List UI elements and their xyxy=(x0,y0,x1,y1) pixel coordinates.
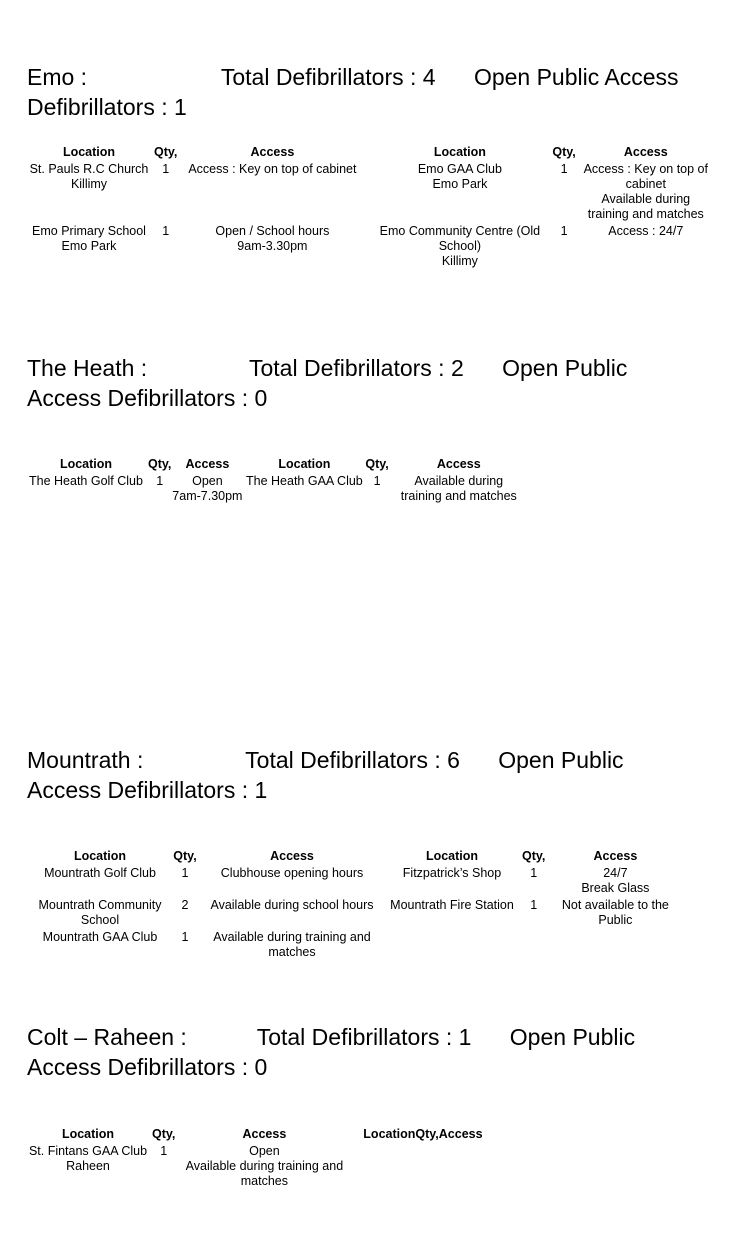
header-qty: Qty, xyxy=(152,1127,176,1141)
cell-location: Fitzpatrick’s Shop xyxy=(402,866,502,880)
cell-access: Available during school hours xyxy=(210,898,374,912)
cell-qty: 1 xyxy=(560,162,568,176)
header-access: Access xyxy=(270,849,314,863)
header-access: Access xyxy=(623,145,668,159)
header-qty: Qty, xyxy=(522,849,546,863)
cell-location: Emo GAA Club Emo Park xyxy=(417,162,502,191)
cell-access: Open Available during training and matches xyxy=(185,1144,344,1188)
header-location: Location xyxy=(433,145,486,159)
section-heading: Colt – Raheen : Total Defibrillators : 1 Open Public Access Defibrillators : 0 xyxy=(27,1024,636,1080)
cell-qty: 1 xyxy=(530,866,538,880)
cell-qty: 1 xyxy=(162,162,170,176)
header-location: Location xyxy=(363,1127,416,1141)
header-access: Access xyxy=(250,145,295,159)
header-location: Location xyxy=(73,849,127,863)
header-qty: Qty, xyxy=(365,457,389,471)
table-header-row xyxy=(24,145,716,162)
header-access: Access xyxy=(593,849,638,863)
cell-access: Not available to the Public xyxy=(561,898,669,927)
cell-location: Mountrath Golf Club xyxy=(44,866,156,880)
header-qty: Qty, xyxy=(148,457,172,471)
cell-qty: 1 xyxy=(373,474,381,488)
cell-qty: 1 xyxy=(181,866,189,880)
table-header-row xyxy=(24,457,529,474)
header-location: Location xyxy=(425,849,479,863)
header-qty: Qty, xyxy=(552,145,576,159)
header-access: Access xyxy=(436,457,481,471)
header-location: Location xyxy=(59,457,113,471)
table-header-row xyxy=(32,849,685,866)
cell-qty xyxy=(522,930,545,962)
cell-qty xyxy=(415,1144,438,1191)
cell-qty: 1 xyxy=(160,1144,168,1158)
section-heading: The Heath : Total Defibrillators : 2 Open Public Access Defibrillators : 0 xyxy=(27,355,628,411)
header-access: Access xyxy=(438,1127,483,1141)
cell-access: Available during training and matches xyxy=(213,930,371,959)
cell-location: Emo Community Centre (Old School) Killimy xyxy=(379,224,541,268)
cell-location: Emo Primary School Emo Park xyxy=(32,224,146,253)
section-heading: Mountrath : Total Defibrillators : 6 Open Public Access Defibrillators : 1 xyxy=(27,747,624,803)
cell-access: Open / School hours 9am-3.30pm xyxy=(215,224,330,253)
header-location: Location xyxy=(278,457,331,471)
defibrillator-table xyxy=(32,849,685,962)
cell-access: Access : Key on top of cabinet Available during training and matches xyxy=(583,162,708,221)
cell-qty: 2 xyxy=(181,898,189,912)
cell-location xyxy=(353,1144,415,1191)
cell-access xyxy=(545,930,685,962)
cell-location: Mountrath Community School xyxy=(38,898,162,927)
header-access: Access xyxy=(242,1127,287,1141)
defibrillator-table xyxy=(24,457,529,506)
table-row xyxy=(24,224,716,271)
cell-location: Mountrath Fire Station xyxy=(390,898,514,912)
cell-qty: 1 xyxy=(156,474,164,488)
cell-access: Access : 24/7 xyxy=(608,224,684,238)
header-location: Location xyxy=(62,145,116,159)
table-row xyxy=(32,898,685,930)
cell-qty: 1 xyxy=(560,224,568,238)
cell-location: The Heath Golf Club xyxy=(29,474,143,488)
cell-location xyxy=(382,930,522,962)
cell-access: Available during training and matches xyxy=(400,474,517,503)
table-row xyxy=(24,1144,487,1191)
cell-location: Mountrath GAA Club xyxy=(42,930,158,944)
cell-access xyxy=(439,1144,487,1191)
cell-qty: 1 xyxy=(162,224,170,238)
cell-access: 24/7 Break Glass xyxy=(581,866,650,895)
table-row xyxy=(32,866,685,898)
table-header-row xyxy=(24,1127,487,1144)
defibrillator-table xyxy=(24,1127,487,1191)
cell-location: St. Pauls R.C Church Killimy xyxy=(29,162,149,191)
section-heading: Emo : Total Defibrillators : 4 Open Public Access Defibrillators : 1 xyxy=(27,64,679,120)
defibrillator-table xyxy=(24,145,716,271)
cell-location: St. Fintans GAA Club Raheen xyxy=(28,1144,148,1173)
header-location: Location xyxy=(61,1127,115,1141)
cell-qty: 1 xyxy=(530,898,538,912)
header-access: Access xyxy=(185,457,230,471)
header-qty: Qty, xyxy=(154,145,178,159)
table-row xyxy=(24,162,716,224)
cell-access: Clubhouse opening hours xyxy=(220,866,364,880)
cell-access: Access : Key on top of cabinet xyxy=(188,162,357,176)
header-qty: Qty, xyxy=(173,849,197,863)
header-qty: Qty, xyxy=(415,1127,439,1141)
table-row xyxy=(24,474,529,506)
table-row xyxy=(32,930,685,962)
cell-qty: 1 xyxy=(181,930,189,944)
cell-access: Open 7am-7.30pm xyxy=(172,474,243,503)
cell-location: The Heath GAA Club xyxy=(246,474,363,488)
